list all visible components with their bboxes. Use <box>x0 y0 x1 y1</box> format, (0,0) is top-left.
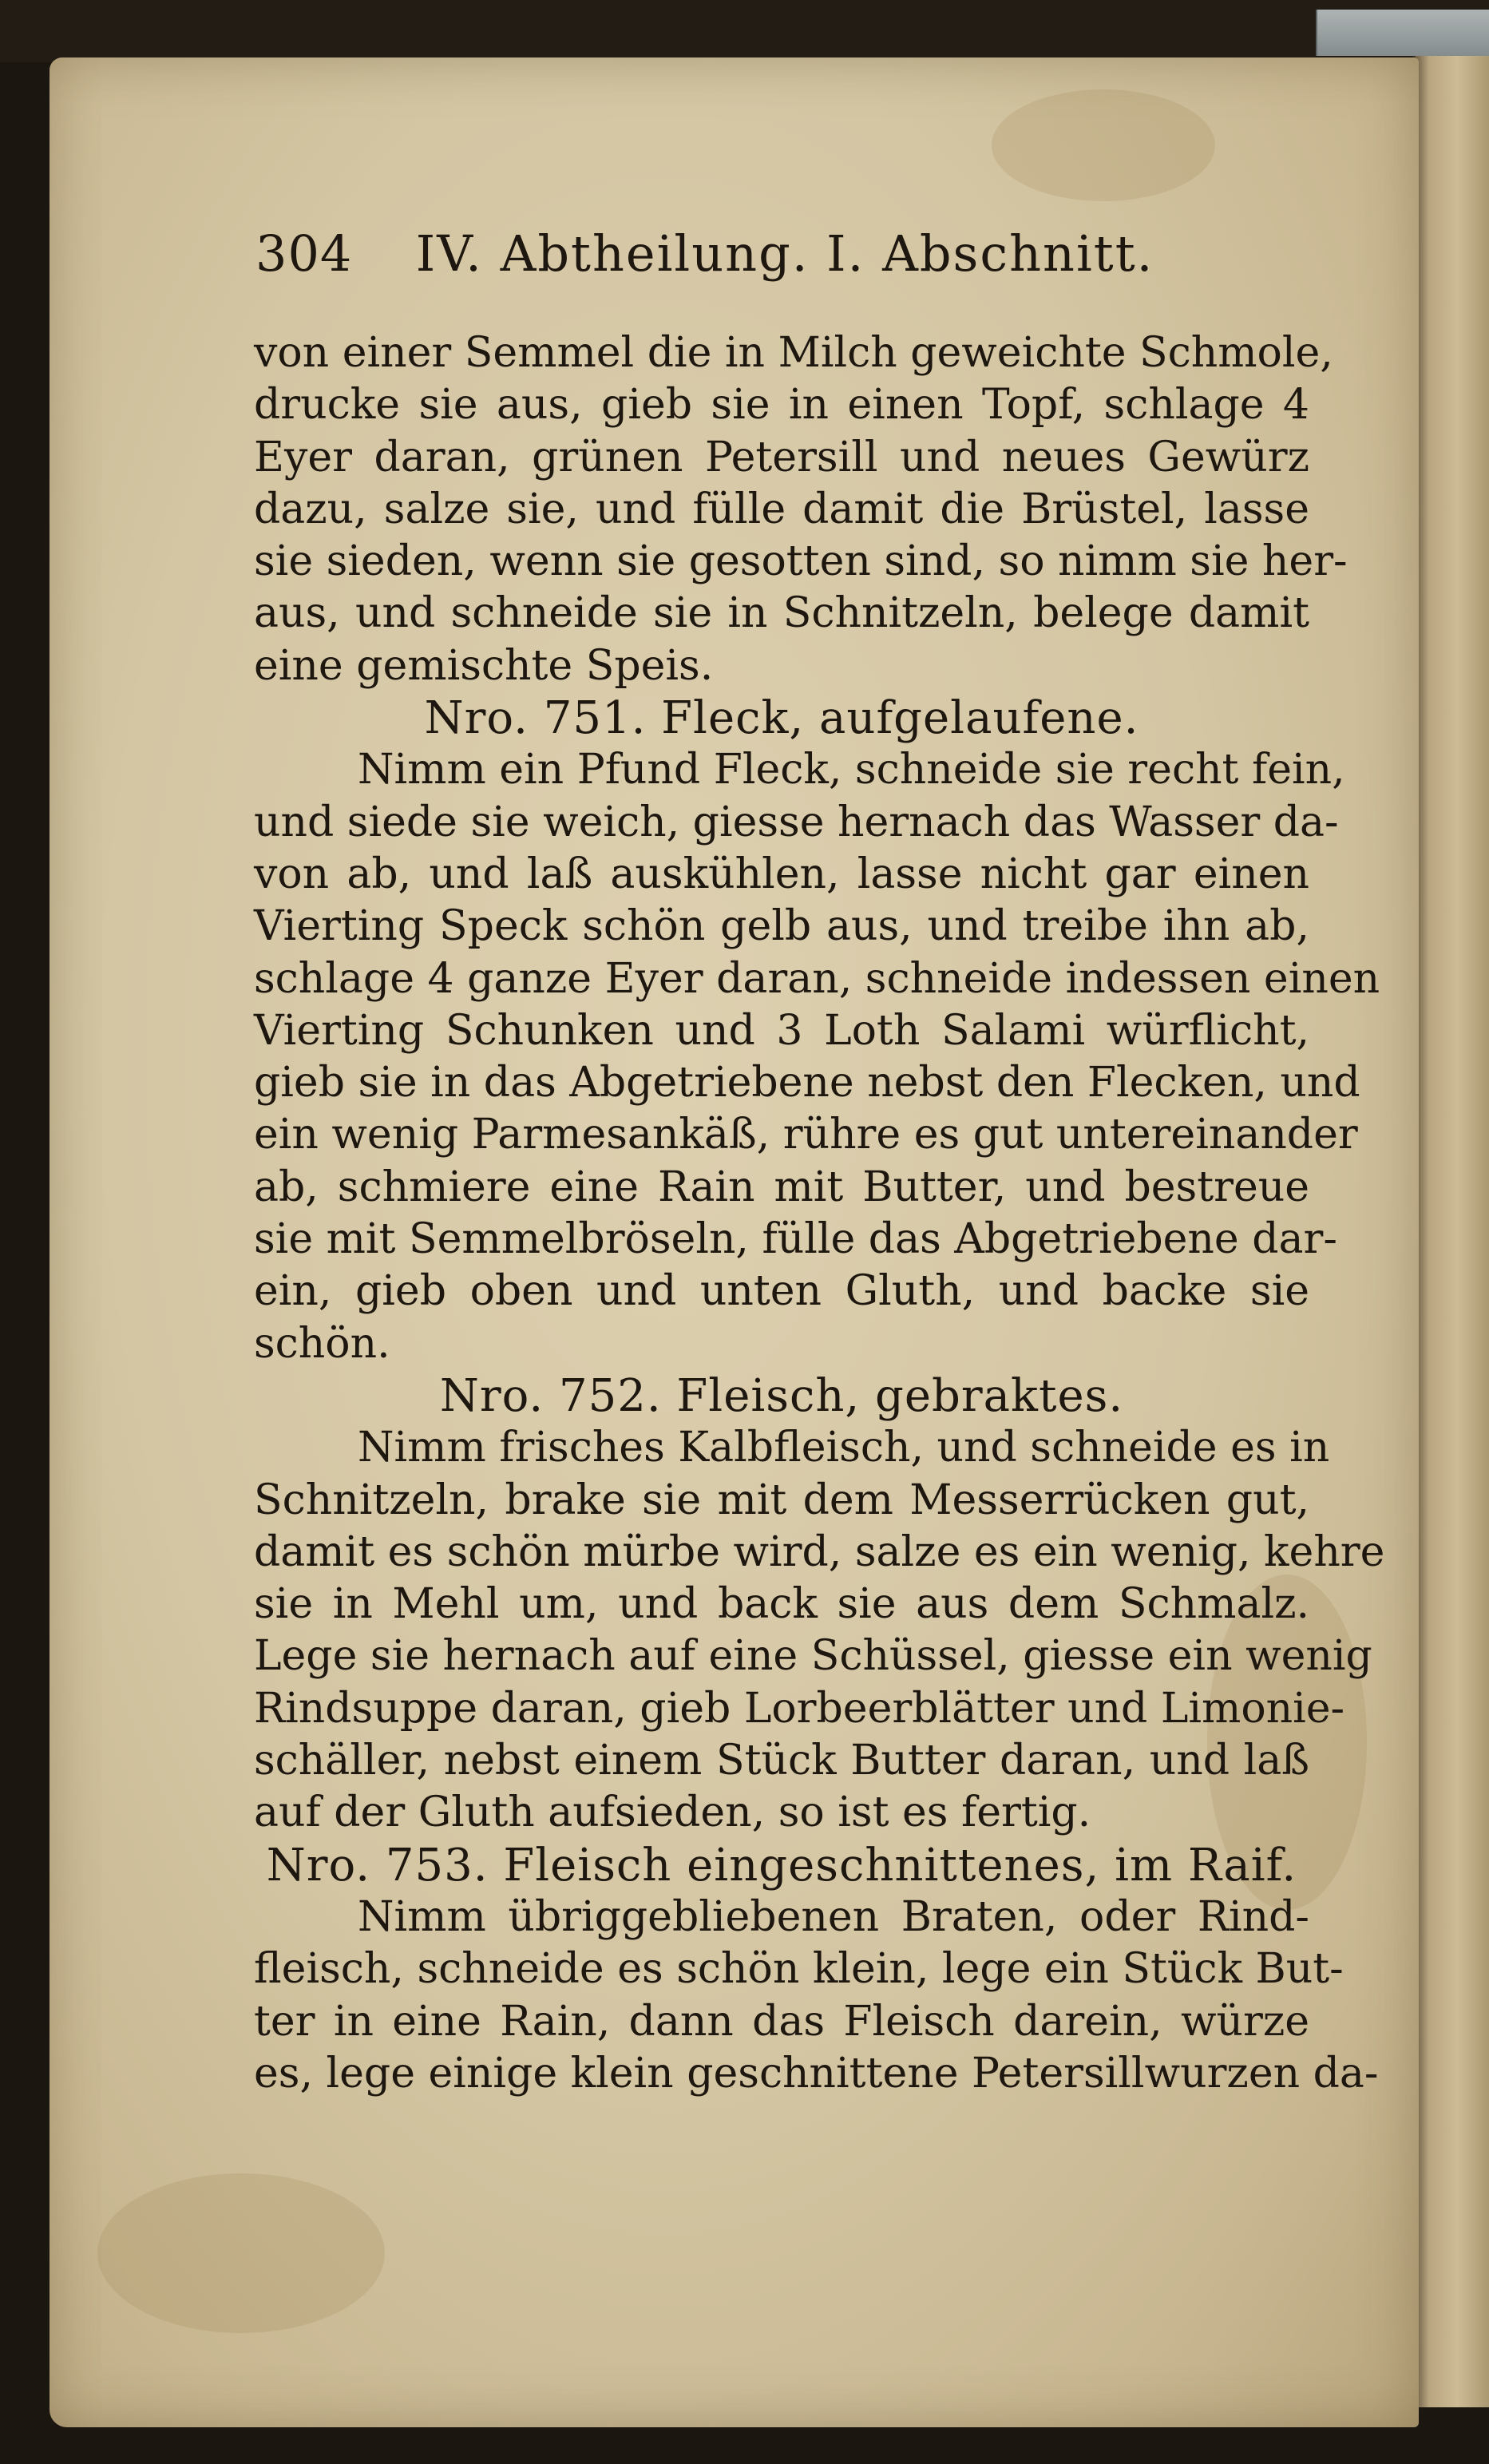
text-line: ter in eine Rain, dann das Fleisch darein, würze <box>254 1997 1309 2046</box>
text-line: eine gemischte Speis. <box>254 641 714 690</box>
text-line: sie sieden, wenn sie gesotten sind, so nimm sie her- <box>254 537 1348 586</box>
recipe-751 <box>254 692 1380 1370</box>
text-line: Nimm ein Pfund Fleck, schneide sie recht fein, <box>358 746 1345 794</box>
text-line: von einer Semmel die in Milch geweichte Schmole, <box>254 329 1333 377</box>
text-line: es, lege einige klein geschnittene Petersillwurzen da- <box>254 2049 1379 2098</box>
continued-paragraph <box>254 327 1348 692</box>
text-line: Nimm frisches Kalbfleisch, und schneide es in <box>358 1424 1330 1472</box>
paper-stain <box>992 89 1215 201</box>
text-line: ein wenig Parmesankäß, rühre es gut untereinander <box>254 1111 1358 1159</box>
running-title: IV. Abtheilung. I. Abschnitt. <box>415 224 1154 283</box>
recipe-title: Nro. 753. Fleisch eingeschnittenes, im Raif. <box>266 1839 1297 1892</box>
text-line: ab, schmiere eine Rain mit Butter, und bestreue <box>254 1163 1309 1211</box>
text-line: dazu, salze sie, und fülle damit die Brüstel, lasse <box>254 485 1309 533</box>
text-line: und siede sie weich, giesse hernach das Wasser da- <box>254 798 1339 846</box>
paper-stain <box>97 2173 385 2333</box>
bookmark-tab <box>1316 10 1489 56</box>
text-line: Vierting Speck schön gelb aus, und treibe ihn ab, <box>254 902 1309 951</box>
recipe-title: Nro. 751. Fleck, aufgelaufene. <box>424 692 1139 745</box>
page-header <box>255 214 1333 294</box>
text-line: damit es schön mürbe wird, salze es ein wenig, kehre <box>254 1527 1385 1576</box>
text-line: Lege sie hernach auf eine Schüssel, giesse ein wenig <box>254 1632 1372 1681</box>
text-line: sie in Mehl um, und back sie aus dem Schmalz. <box>254 1580 1309 1629</box>
text-line: ein, gieb oben und unten Gluth, und backe sie <box>254 1267 1309 1316</box>
recipe-title: Nro. 752. Fleisch, gebraktes. <box>439 1369 1124 1422</box>
text-line: auf der Gluth aufsieden, so ist es fertig. <box>254 1789 1091 1837</box>
text-line: Schnitzeln, brake sie mit dem Messerrücken gut, <box>254 1476 1309 1524</box>
text-line: sie mit Semmelbröseln, fülle das Abgetriebene dar- <box>254 1215 1337 1264</box>
text-line: Eyer daran, grünen Petersill und neues Gewürz <box>254 433 1309 481</box>
text-line: von ab, und laß auskühlen, lasse nicht gar einen <box>254 850 1309 898</box>
text-line: aus, und schneide sie in Schnitzeln, belege damit <box>254 589 1309 638</box>
text-line: fleisch, schneide es schön klein, lege ein Stück But- <box>254 1945 1344 1994</box>
text-line: drucke sie aus, gieb sie in einen Topf, schlage 4 <box>254 381 1309 430</box>
text-line: schön. <box>254 1319 390 1368</box>
text-line: Vierting Schunken und 3 Loth Salami würflicht, <box>254 1006 1309 1055</box>
recipe-753 <box>254 1839 1379 2100</box>
text-line: schäller, nebst einem Stück Butter daran, und laß <box>254 1737 1309 1785</box>
page-number: 304 <box>255 224 353 283</box>
text-line: Nimm übriggebliebenen Braten, oder Rind- <box>358 1892 1309 1941</box>
recipe-752 <box>254 1369 1385 1840</box>
text-line: Rindsuppe daran, gieb Lorbeerblätter und Limonie- <box>254 1684 1345 1733</box>
text-line: schlage 4 ganze Eyer daran, schneide indessen einen <box>254 954 1380 1003</box>
scan-backdrop <box>0 0 1489 62</box>
page-body <box>254 327 1385 2100</box>
text-line: gieb sie in das Abgetriebene nebst den Flecken, und <box>254 1059 1360 1107</box>
facing-page-edge <box>1413 44 1489 2407</box>
